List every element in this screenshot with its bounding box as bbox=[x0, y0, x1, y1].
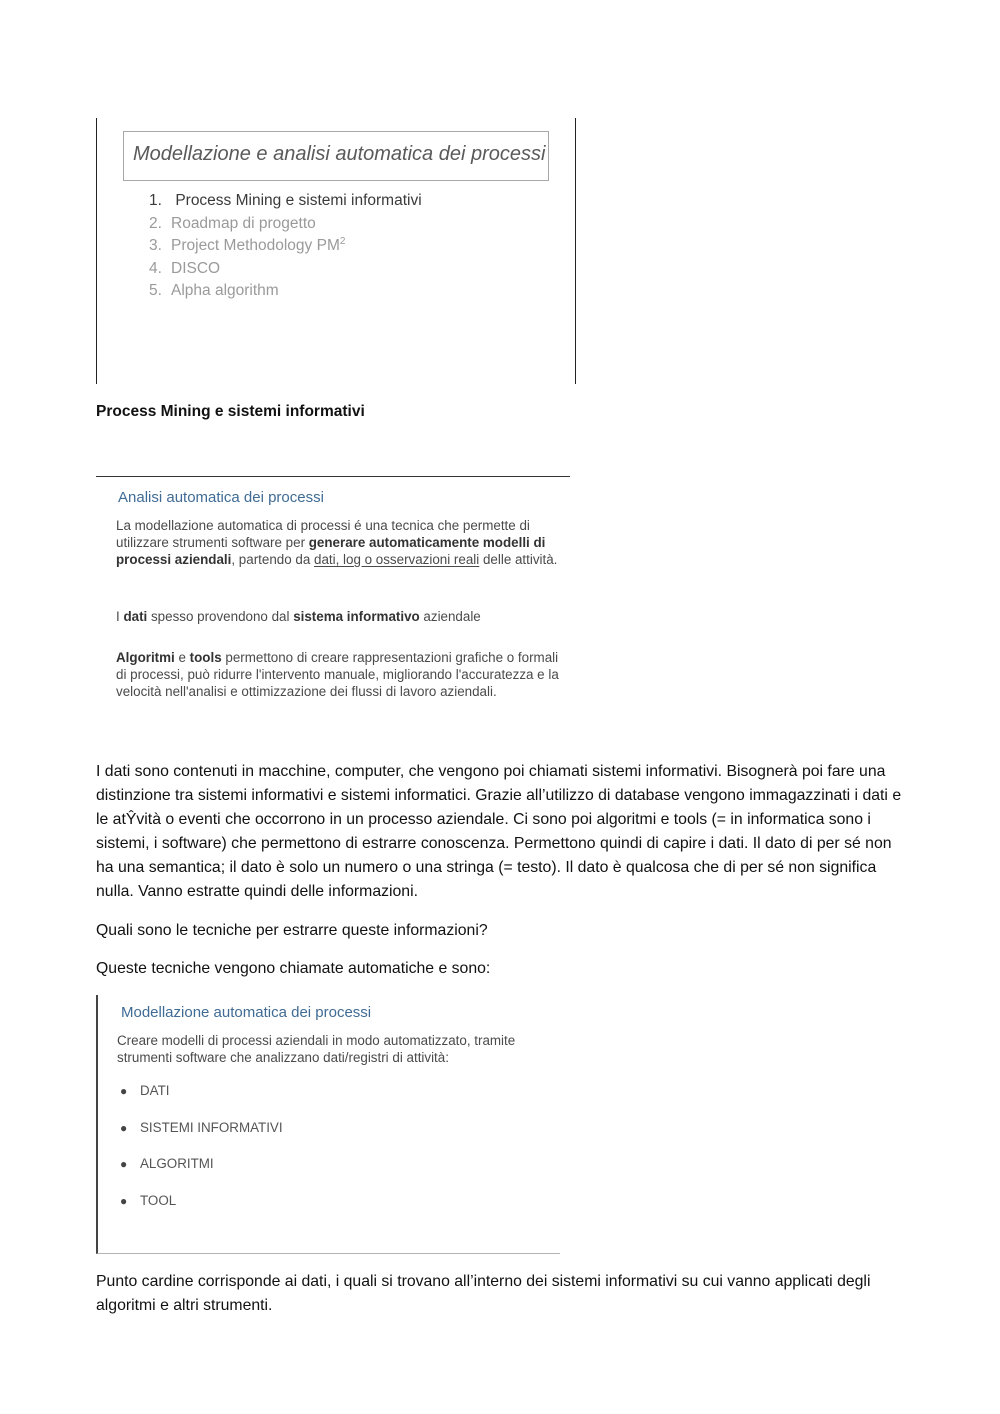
outline-title: Modellazione e analisi automatica dei processi bbox=[133, 143, 546, 165]
list-item: ● ALGORITMI bbox=[120, 1154, 283, 1191]
outline-item: 4. DISCO bbox=[149, 259, 221, 277]
outline-slide bbox=[96, 118, 576, 384]
superscript: 2 bbox=[339, 235, 346, 247]
body-paragraph-3: Queste tecniche vengono chiamate automatiche e sono: bbox=[96, 960, 491, 977]
body-paragraph-1: I dati sono contenuti in macchine, computer, che vengono poi chiamati sistemi informativi. Bisognerà poi fare una distinzione tra sistemi informativi e sistemi informatici. Grazie all’utilizzo di database vengono immagazzinati i dati e le atŶvità o eventi che occorrono in un processo aziendale. Ci sono poi algoritmi e tools (= in informatica sono i sistemi, i software) che permettono di estrarre conoscenza. Permettono quindi di capire i dati. Il dato di per sé non ha una semantica; il dato è solo un numero o una stringa (= testo). Il dato è qualcosa che di per sé non significa nulla. Vanno estratte quindi delle informazioni. bbox=[96, 763, 902, 900]
body-paragraph-2: Quali sono le tecniche per estrarre queste informazioni? bbox=[96, 922, 488, 939]
analysis-slide bbox=[96, 476, 570, 727]
modeling-slide-title: Modellazione automatica dei processi bbox=[121, 1004, 372, 1021]
outline-list bbox=[149, 190, 422, 303]
outline-item: 1. Process Mining e sistemi informativi bbox=[149, 192, 422, 209]
outline-item: 3. Project Methodology $PM^2$ bbox=[149, 235, 346, 254]
bullet-icon: ● bbox=[120, 1157, 128, 1172]
analysis-paragraph-3: Algoritmi e tools permettono di creare rappresentazioni grafiche o formali di processi, può ridurre l'intervento manuale, migliorando l'accuratezza e la velocità nell'analisi e ottimizzazione dei flussi di lavoro aziendali. bbox=[116, 650, 559, 699]
modeling-slide-description: Creare modelli di processi aziendali in modo automatizzato, tramite strumenti software che analizzano dati/registri di attività: bbox=[117, 1033, 516, 1065]
body-paragraph-4: Punto cardine corrisponde ai dati, i quali si trovano all’interno dei sistemi informativi su cui vanno applicati degli algoritmi e altri strumenti. bbox=[96, 1273, 871, 1314]
outline-item: 5. Alpha algorithm bbox=[149, 282, 279, 299]
list-item: ● TOOL bbox=[120, 1191, 283, 1228]
bullet-icon: ● bbox=[120, 1194, 128, 1209]
modeling-bullet-list bbox=[120, 1081, 283, 1228]
list-item: ● SISTEMI INFORMATIVI bbox=[120, 1118, 283, 1155]
list-item: ● DATI bbox=[120, 1081, 283, 1118]
analysis-paragraph-1: La modellazione automatica di processi é una tecnica che permette di utilizzare strumenti software per generare automaticamente modelli di processi aziendali, partendo da dati, log o osservazioni reali delle attività. bbox=[116, 518, 558, 567]
analysis-paragraph-2: I dati spesso provendono dal sistema informativo aziendale bbox=[116, 609, 481, 624]
analysis-slide-title: Analisi automatica dei processi bbox=[118, 489, 324, 506]
section-heading: Process Mining e sistemi informativi bbox=[96, 403, 365, 420]
bullet-icon: ● bbox=[120, 1084, 128, 1098]
outline-title-box bbox=[123, 131, 549, 181]
outline-item: 2. Roadmap di progetto bbox=[149, 214, 316, 232]
modeling-slide bbox=[96, 995, 560, 1254]
bullet-icon: ● bbox=[120, 1120, 128, 1135]
